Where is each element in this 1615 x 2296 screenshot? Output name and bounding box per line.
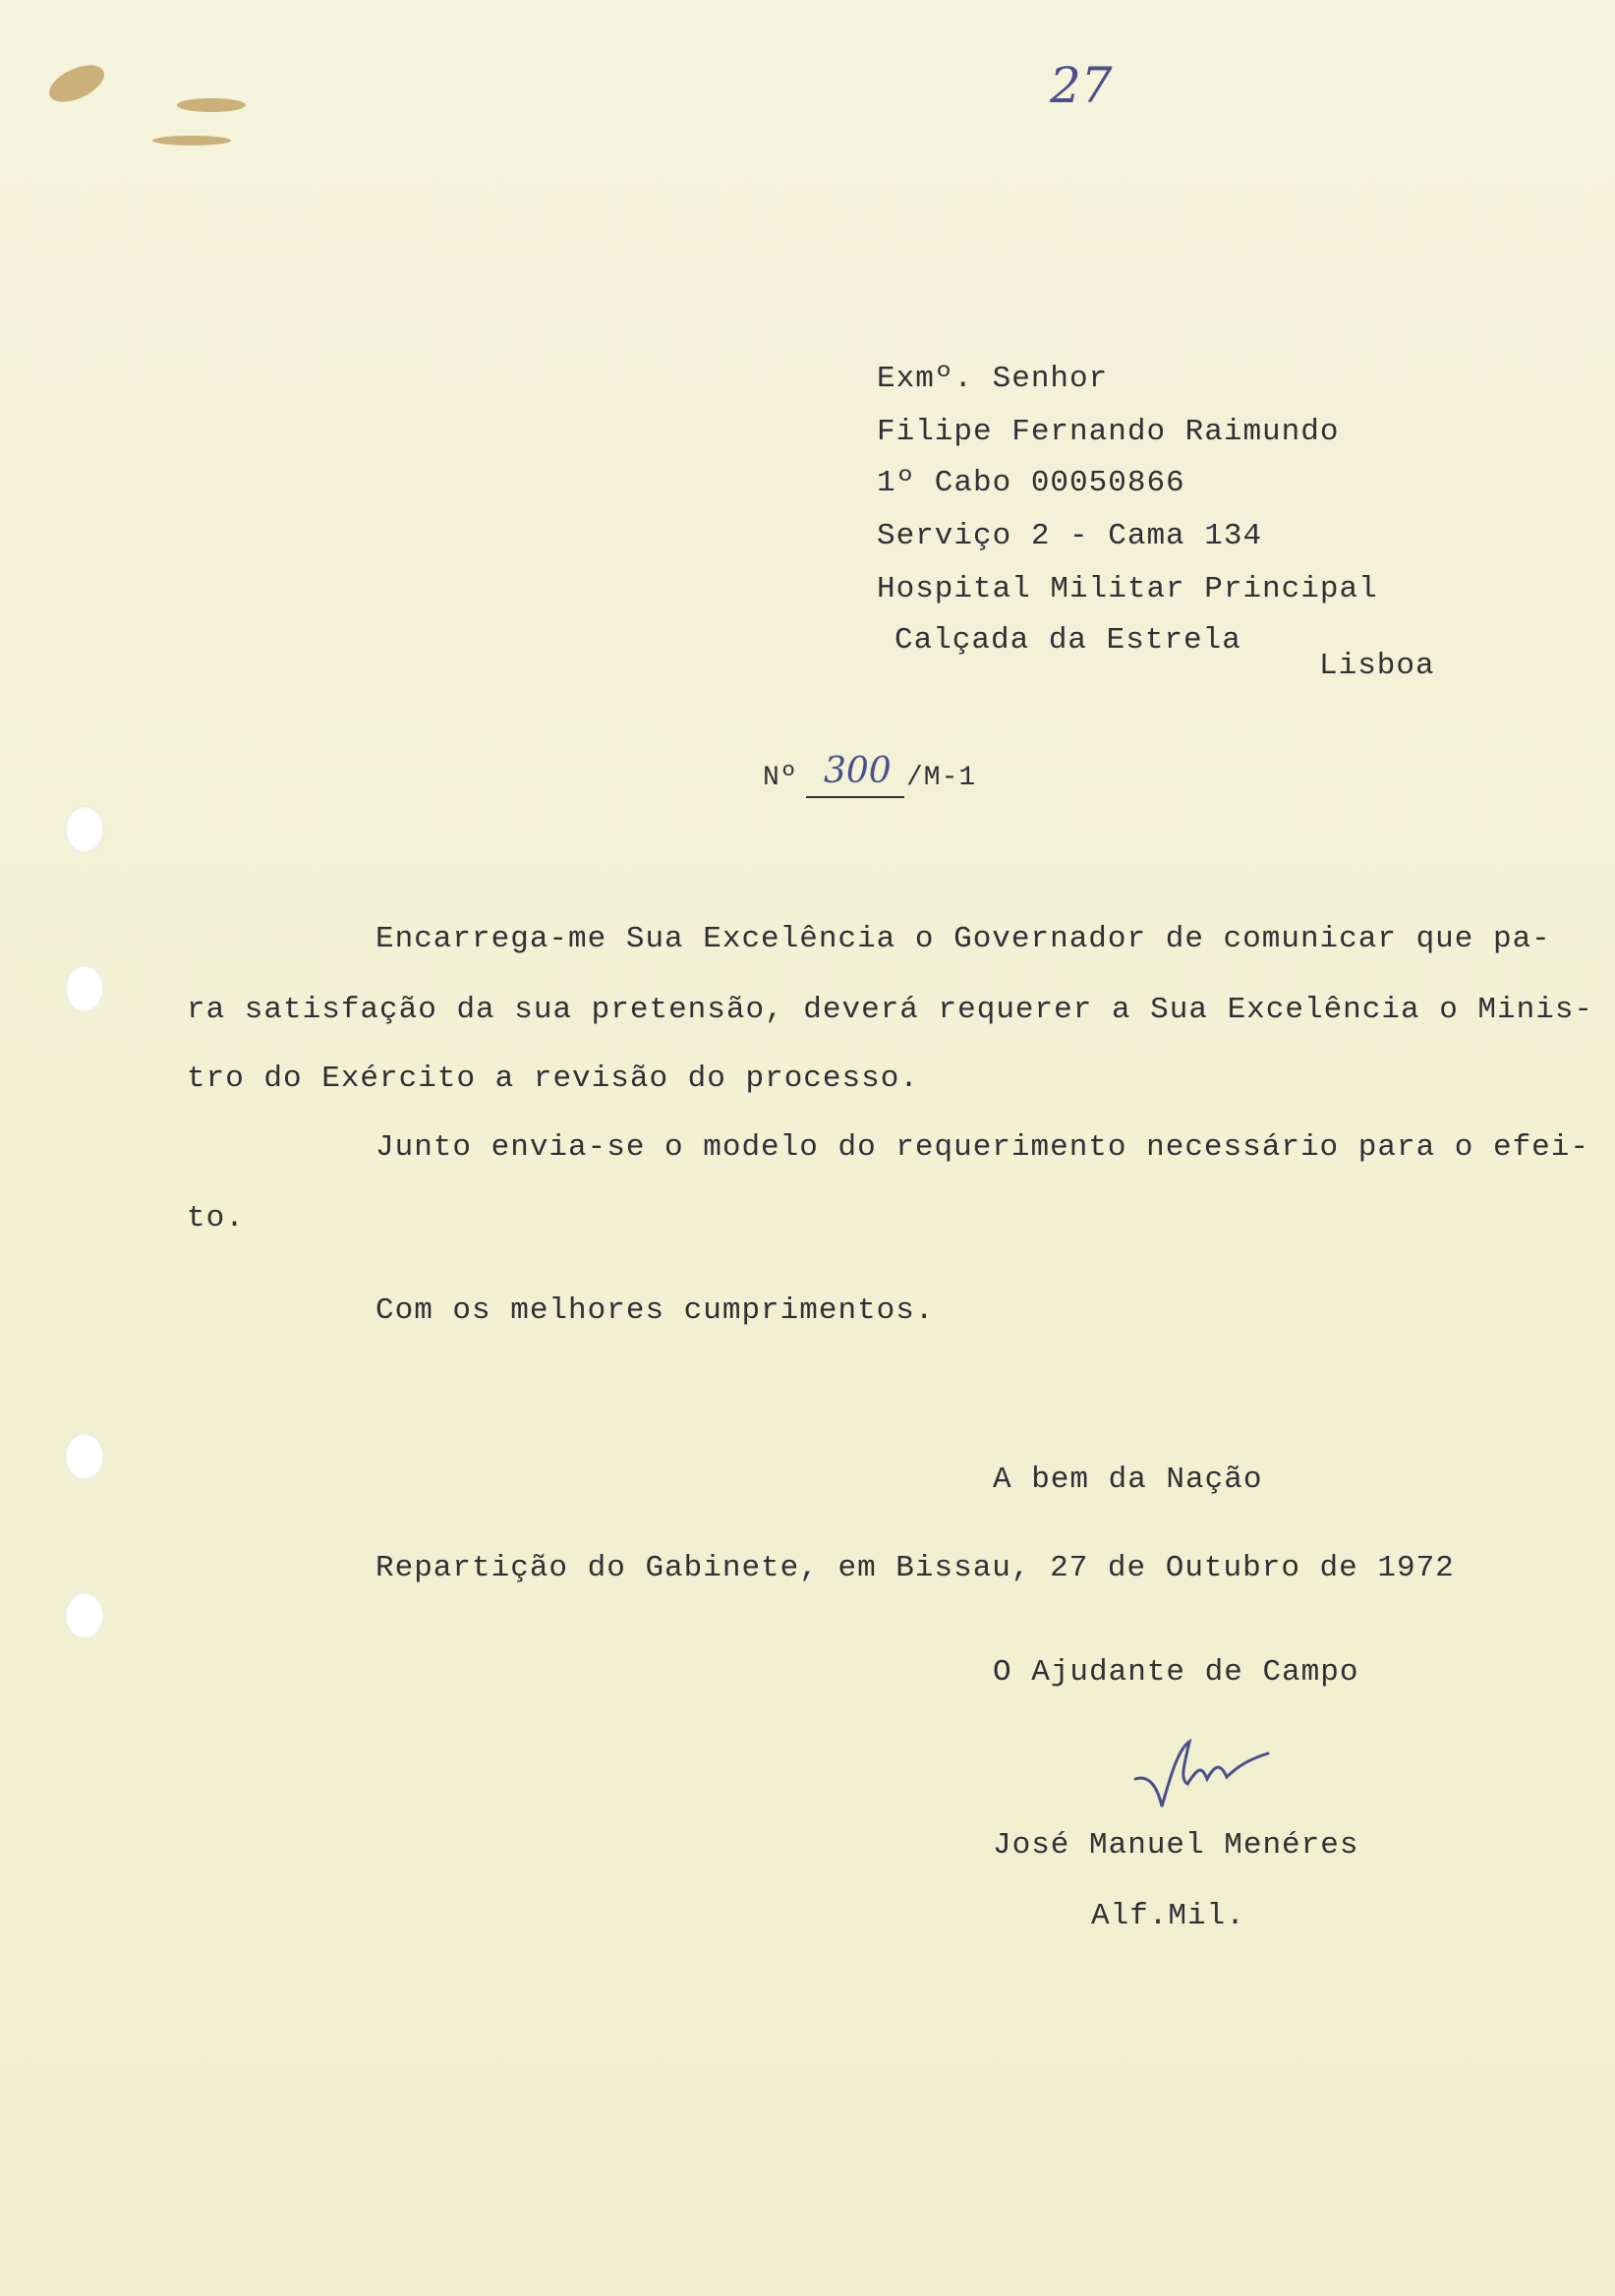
reference-suffix: /M-1 xyxy=(906,763,977,793)
closing-role: O Ajudante de Campo xyxy=(993,1655,1359,1690)
punch-hole xyxy=(65,965,104,1012)
rust-stain xyxy=(43,58,109,110)
reference-underline xyxy=(806,796,904,798)
addressee-line-3: 1º Cabo 00050866 xyxy=(877,466,1185,500)
signature xyxy=(1130,1720,1327,1818)
body-paragraph-2-line-2: to. xyxy=(187,1201,245,1235)
punch-hole xyxy=(65,1433,104,1480)
rust-stain xyxy=(152,136,231,145)
reference-prefix: Nº xyxy=(763,763,798,793)
addressee-city: Lisboa xyxy=(1319,649,1435,683)
signatory-rank: Alf.Mil. xyxy=(1091,1899,1245,1933)
addressee-line-6: Calçada da Estrela xyxy=(894,623,1241,658)
punch-hole xyxy=(65,1592,104,1639)
signatory-name: José Manuel Menéres xyxy=(993,1828,1359,1863)
addressee-line-1: Exmº. Senhor xyxy=(877,362,1109,396)
body-paragraph-1-line-1: Encarrega-me Sua Excelência o Governador de comunicar que pa- xyxy=(375,922,1551,956)
body-paragraph-1-line-3: tro do Exército a revisão do processo. xyxy=(187,1062,919,1096)
body-paragraph-3: Com os melhores cumprimentos. xyxy=(375,1293,935,1328)
body-paragraph-1-line-2: ra satisfação da sua pretensão, deverá requerer a Sua Excelência o Minis- xyxy=(187,993,1594,1027)
page-number: 27 xyxy=(1050,57,1113,114)
punch-hole xyxy=(65,806,104,853)
closing-place-date: Repartição do Gabinete, em Bissau, 27 de Outubro de 1972 xyxy=(375,1551,1455,1585)
addressee-line-5: Hospital Militar Principal xyxy=(877,572,1378,606)
closing-salute: A bem da Nação xyxy=(993,1463,1263,1497)
reference-number: 300 xyxy=(824,751,892,791)
rust-stain xyxy=(177,98,246,112)
body-paragraph-2-line-1: Junto envia-se o modelo do requerimento necessário para o efei- xyxy=(375,1130,1589,1165)
addressee-line-4: Serviço 2 - Cama 134 xyxy=(877,519,1263,553)
addressee-line-2: Filipe Fernando Raimundo xyxy=(877,415,1340,449)
